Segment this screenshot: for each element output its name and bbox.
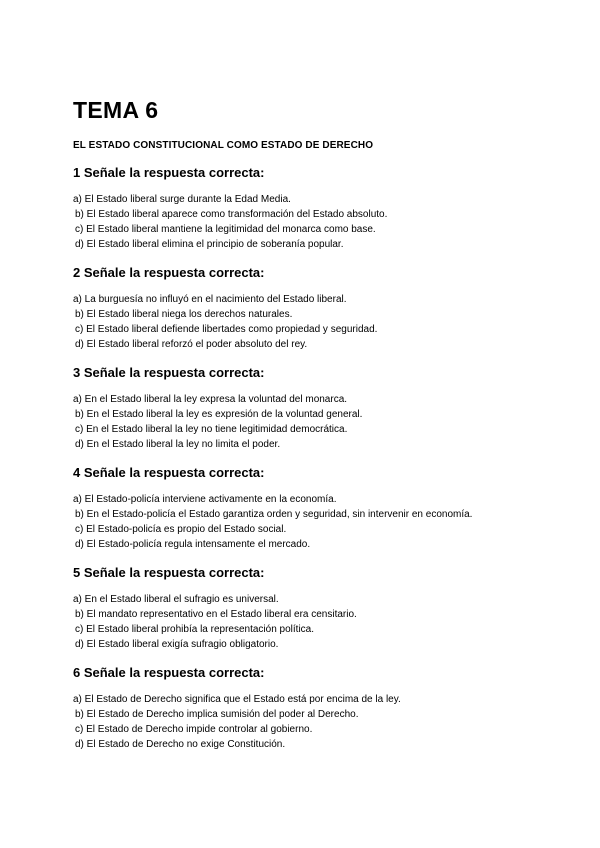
question-heading: 3 Señale la respuesta correcta: (73, 365, 265, 380)
question-heading: 2 Señale la respuesta correcta: (73, 265, 265, 280)
question-2 (73, 264, 573, 352)
option-b: b) El mandato representativo en el Estado liberal era censitario. (75, 609, 357, 620)
question-heading: 1 Señale la respuesta correcta: (73, 165, 265, 180)
answer-options (73, 392, 573, 452)
option-c: c) El Estado-policía es propio del Estado social. (75, 524, 287, 535)
question-1 (73, 164, 573, 252)
option-a: a) En el Estado liberal el sufragio es universal. (73, 594, 279, 605)
option-a: a) El Estado de Derecho significa que el Estado está por encima de la ley. (73, 694, 401, 705)
question-4 (73, 464, 573, 552)
page-subtitle: EL ESTADO CONSTITUCIONAL COMO ESTADO DE DERECHO (73, 140, 374, 151)
option-a: a) El Estado-policía interviene activamente en la economía. (73, 494, 337, 505)
question-3 (73, 364, 573, 452)
option-a: a) El Estado liberal surge durante la Edad Media. (73, 194, 291, 205)
answer-options (73, 492, 573, 552)
document-page (73, 96, 573, 762)
option-d: d) El Estado de Derecho no exige Constitución. (75, 739, 286, 750)
option-b: b) El Estado liberal aparece como transformación del Estado absoluto. (75, 209, 388, 220)
option-c: c) El Estado de Derecho impide controlar al gobierno. (75, 724, 313, 735)
page-title: TEMA 6 (73, 97, 159, 123)
question-heading: 6 Señale la respuesta correcta: (73, 665, 265, 680)
option-d: d) El Estado liberal reforzó el poder absoluto del rey. (75, 339, 308, 350)
option-d: d) El Estado liberal exigía sufragio obligatorio. (75, 639, 279, 650)
option-b: b) El Estado de Derecho implica sumisión del poder al Derecho. (75, 709, 359, 720)
option-c: c) El Estado liberal defiende libertades como propiedad y seguridad. (75, 324, 378, 335)
answer-options (73, 592, 573, 652)
answer-options (73, 292, 573, 352)
answer-options (73, 192, 573, 252)
option-d: d) El Estado liberal elimina el principio de soberanía popular. (75, 239, 344, 250)
option-c: c) En el Estado liberal la ley no tiene legitimidad democrática. (75, 424, 348, 435)
option-d: d) El Estado-policía regula intensamente el mercado. (75, 539, 311, 550)
option-c: c) El Estado liberal prohibía la representación política. (75, 624, 315, 635)
option-b: b) En el Estado-policía el Estado garantiza orden y seguridad, sin intervenir en economía. (75, 509, 473, 520)
option-a: a) La burguesía no influyó en el nacimiento del Estado liberal. (73, 294, 347, 305)
option-b: b) En el Estado liberal la ley es expresión de la voluntad general. (75, 409, 363, 420)
option-a: a) En el Estado liberal la ley expresa la voluntad del monarca. (73, 394, 348, 405)
question-heading: 4 Señale la respuesta correcta: (73, 465, 265, 480)
option-c: c) El Estado liberal mantiene la legitimidad del monarca como base. (75, 224, 376, 235)
question-6 (73, 664, 573, 752)
option-b: b) El Estado liberal niega los derechos naturales. (75, 309, 293, 320)
question-heading: 5 Señale la respuesta correcta: (73, 565, 265, 580)
answer-options (73, 692, 573, 752)
option-d: d) En el Estado liberal la ley no limita el poder. (75, 439, 281, 450)
question-5 (73, 564, 573, 652)
